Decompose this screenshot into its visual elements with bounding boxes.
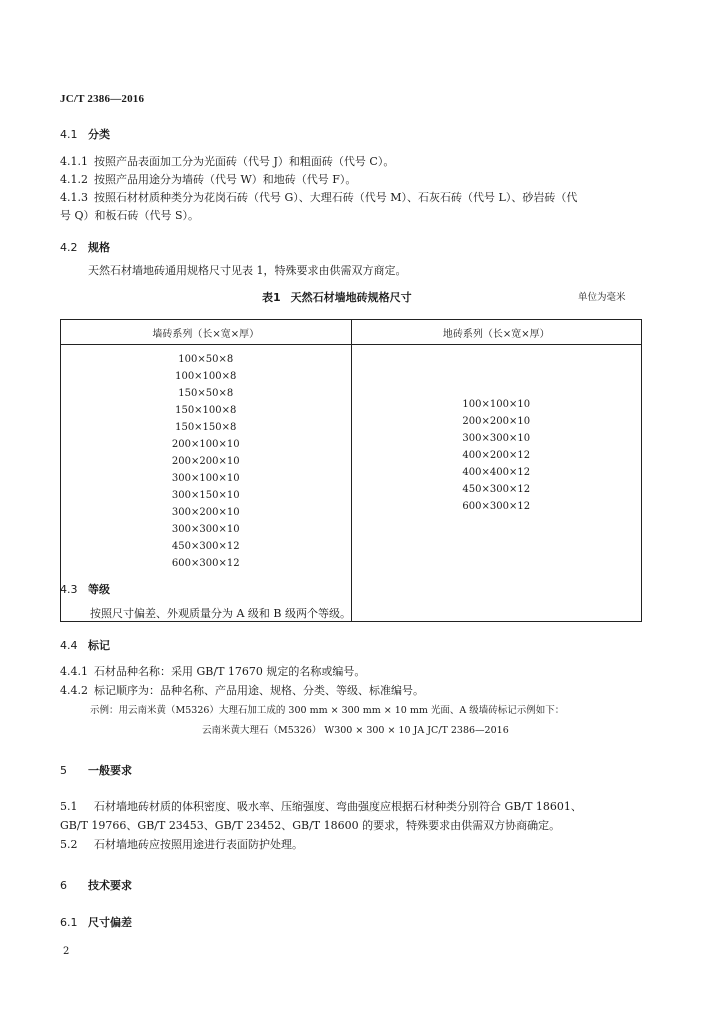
section-5-heading <box>60 762 132 778</box>
clause-number: 5.1 <box>60 800 78 813</box>
clause-5-1 <box>60 798 582 814</box>
floor-size-item: 100×100×10 <box>462 399 531 410</box>
section-4-1-heading <box>60 126 110 142</box>
section-title: 分类 <box>88 128 110 141</box>
wall-size-item: 150×150×8 <box>175 422 237 433</box>
clause-number: 4.4.2 <box>60 684 88 697</box>
section-title: 技术要求 <box>88 879 132 892</box>
wall-size-item: 200×200×10 <box>171 456 240 467</box>
section-number: 4.3 <box>60 583 78 596</box>
floor-size-item: 600×300×12 <box>462 501 531 512</box>
section-4-3-text: 按照尺寸偏差、外观质量分为 A 级和 B 级两个等级。 <box>90 607 352 620</box>
floor-size-item: 300×300×10 <box>462 433 531 444</box>
wall-size-item: 300×300×10 <box>171 524 240 535</box>
clause-number: 5.2 <box>60 838 78 851</box>
clause-text: 标记顺序为：品种名称、产品用途、规格、分类、等级、标准编号。 <box>94 684 424 697</box>
floor-size-item: 400×400×12 <box>462 467 531 478</box>
section-6-1-heading <box>60 914 132 930</box>
wall-size-item: 300×100×10 <box>171 473 240 484</box>
clause-4-4-1 <box>60 663 365 679</box>
spec-table <box>60 319 642 622</box>
clause-text: 石材墙地砖应按照用途进行表面防护处理。 <box>94 838 303 851</box>
section-title: 规格 <box>88 241 110 254</box>
clause-text: 按照石材材质种类分为花岗石砖（代号 G）、大理石砖（代号 M）、石灰石砖（代号 L）、砂岩砖（代 <box>94 191 578 204</box>
wall-size-item: 450×300×12 <box>171 541 240 552</box>
standard-code: JC/T 2386—2016 <box>60 93 145 105</box>
section-number: 6.1 <box>60 916 78 929</box>
floor-size-item: 400×200×12 <box>462 450 531 461</box>
section-title: 标记 <box>88 639 110 652</box>
section-4-2-heading <box>60 239 110 255</box>
wall-series-header: 墙砖系列（长×宽×厚） <box>61 320 352 345</box>
clause-text: 石材品种名称：采用 GB/T 17670 规定的名称或编号。 <box>94 665 366 678</box>
section-number: 4.2 <box>60 241 78 254</box>
table-unit-note: 单位为毫米 <box>578 292 626 303</box>
clause-text: 石材墙地砖材质的体积密度、吸水率、压缩强度、弯曲强度应根据石材种类分别符合 GB/T 18601、 <box>94 800 582 813</box>
example-line-2: 云南米黄大理石（M5326） W300 × 300 × 10 JA JC/T 2386—2016 <box>202 725 509 736</box>
clause-4-4-2 <box>60 682 424 698</box>
table-caption <box>262 289 412 305</box>
clause-text: 按照产品表面加工分为光面砖（代号 J）和粗面砖（代号 C）。 <box>94 155 395 168</box>
floor-size-list <box>352 396 642 515</box>
clause-4-1-1 <box>60 153 394 169</box>
clause-5-2 <box>60 836 303 852</box>
section-4-3-heading <box>60 581 110 597</box>
floor-size-item: 450×300×12 <box>462 484 531 495</box>
wall-series-cell <box>61 345 352 622</box>
section-title: 一般要求 <box>88 764 132 777</box>
clause-number: 4.1.1 <box>60 155 88 168</box>
section-6-heading <box>60 877 132 893</box>
table-number: 表1 <box>262 291 281 304</box>
wall-size-item: 100×50×8 <box>178 354 234 365</box>
floor-series-header: 地砖系列（长×宽×厚） <box>351 320 642 345</box>
clause-4-1-3-continued: 号 Q）和板石砖（代号 S）。 <box>60 209 200 222</box>
wall-size-item: 600×300×12 <box>171 558 240 569</box>
clause-4-1-2 <box>60 171 356 187</box>
clause-number: 4.1.3 <box>60 191 88 204</box>
section-title: 尺寸偏差 <box>88 916 132 929</box>
clause-5-1-continued: GB/T 19766、GB/T 23453、GB/T 23452、GB/T 18600 的要求，特殊要求由供需双方协商确定。 <box>60 819 561 832</box>
section-4-4-heading <box>60 637 110 653</box>
section-4-2-text: 天然石材墙地砖通用规格尺寸见表 1，特殊要求由供需双方商定。 <box>88 264 407 277</box>
wall-size-item: 100×100×8 <box>175 371 237 382</box>
floor-size-item: 200×200×10 <box>462 416 531 427</box>
section-number: 6 <box>60 879 67 892</box>
wall-size-item: 150×50×8 <box>178 388 234 399</box>
clause-4-1-3 <box>60 189 577 205</box>
page-number: 2 <box>63 946 70 957</box>
table-title: 天然石材墙地砖规格尺寸 <box>290 291 412 304</box>
clause-text: 按照产品用途分为墙砖（代号 W）和地砖（代号 F）。 <box>94 173 357 186</box>
wall-size-item: 300×200×10 <box>171 507 240 518</box>
wall-size-item: 150×100×8 <box>175 405 237 416</box>
section-number: 4.4 <box>60 639 78 652</box>
wall-size-list <box>61 351 351 572</box>
section-number: 5 <box>60 764 67 777</box>
wall-size-item: 300×150×10 <box>171 490 240 501</box>
section-number: 4.1 <box>60 128 78 141</box>
clause-number: 4.1.2 <box>60 173 88 186</box>
clause-number: 4.4.1 <box>60 665 88 678</box>
section-title: 等级 <box>88 583 110 596</box>
wall-size-item: 200×100×10 <box>171 439 240 450</box>
floor-series-cell <box>351 345 642 622</box>
example-line-1: 示例：用云南米黄（M5326）大理石加工成的 300 mm × 300 mm × 10 mm 光面、A 级墙砖标记示例如下： <box>90 705 565 716</box>
